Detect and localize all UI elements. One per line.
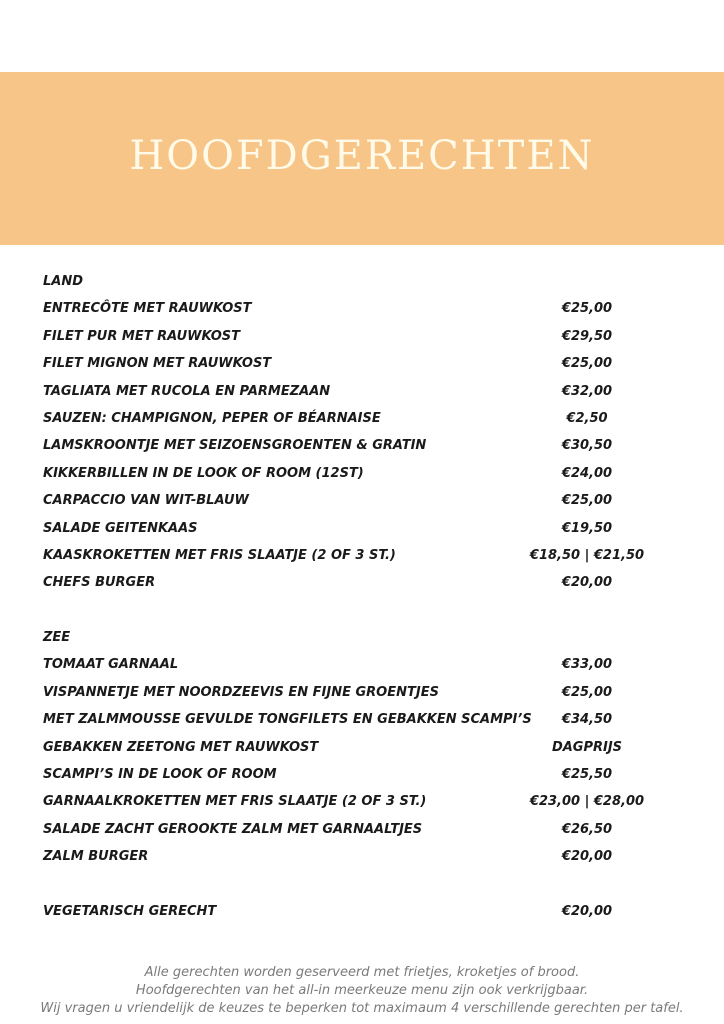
menu-item-price: €29,50 — [561, 328, 613, 344]
menu-item-name: SALADE ZACHT GEROOKTE ZALM MET GARNAALTJES — [43, 821, 423, 837]
menu-item — [43, 843, 724, 870]
menu-list — [43, 268, 724, 925]
menu-item-name: GEBAKKEN ZEETONG MET RAUWKOST — [43, 739, 319, 755]
section-spacer — [43, 871, 724, 898]
menu-item — [43, 378, 724, 405]
menu-item-name: GARNAALKROKETTEN MET FRIS SLAATJE (2 OF 3 ST.) — [43, 794, 427, 810]
footer-line: Wij vragen u vriendelijk de keuzes te beperken tot maximaum 4 verschillende gerechten per tafel. — [40, 1001, 684, 1016]
menu-item — [43, 679, 724, 706]
menu-item-name: CHEFS BURGER — [43, 575, 156, 591]
menu-item-price: €25,50 — [561, 767, 613, 783]
menu-item — [43, 761, 724, 788]
menu-item-name: SCAMPI’S IN DE LOOK OF ROOM — [43, 767, 277, 783]
section-heading-zee — [43, 624, 724, 651]
menu-item-name: VEGETARISCH GERECHT — [43, 903, 217, 919]
footer-line: Alle gerechten worden geserveerd met frietjes, kroketjes of brood. — [144, 965, 580, 980]
menu-item — [43, 651, 724, 678]
menu-item-price: €2,50 — [566, 410, 608, 426]
menu-item-name: CARPACCIO VAN WIT-BLAUW — [43, 493, 249, 509]
menu-item-name: TOMAAT GARNAAL — [43, 657, 179, 673]
menu-item-price: €20,00 — [561, 575, 613, 591]
menu-item — [43, 460, 724, 487]
section-heading-label: ZEE — [43, 630, 71, 646]
page-title: HOOFDGERECHTEN — [129, 133, 595, 179]
menu-item-name: SAUZEN: CHAMPIGNON, PEPER OF BÉARNAISE — [43, 410, 381, 426]
menu-item-price: €34,50 — [561, 712, 613, 728]
menu-item — [43, 515, 724, 542]
menu-item-name: KAASKROKETTEN MET FRIS SLAATJE (2 OF 3 ST.) — [43, 547, 396, 563]
menu-item-price: €33,00 — [561, 657, 613, 673]
menu-item — [43, 405, 724, 432]
menu-item-name: TAGLIATA MET RUCOLA EN PARMEZAAN — [43, 383, 331, 399]
menu-item-price: €32,00 — [561, 383, 613, 399]
menu-item-price: €25,00 — [561, 684, 613, 700]
menu-item — [43, 350, 724, 377]
section-spacer — [43, 597, 724, 624]
menu-item-name: SALADE GEITENKAAS — [43, 520, 198, 536]
footer-notes — [0, 964, 724, 1018]
menu-item-price: €25,00 — [561, 493, 613, 509]
menu-item-price: €25,00 — [561, 301, 613, 317]
menu-item — [43, 706, 724, 733]
section-heading-label: LAND — [43, 274, 84, 289]
menu-item-price: €26,50 — [561, 821, 613, 837]
menu-item-price: €20,00 — [561, 903, 613, 919]
land-items — [43, 295, 724, 596]
menu-item-price: DAGPRIJS — [551, 739, 623, 755]
menu-item-name: VISPANNETJE MET NOORDZEEVIS EN FIJNE GROENTJES — [43, 684, 439, 700]
menu-item-name: FILET PUR MET RAUWKOST — [43, 328, 241, 344]
menu-item-price: €19,50 — [561, 520, 613, 536]
menu-item-name: ENTRECÔTE MET RAUWKOST — [43, 301, 252, 317]
menu-item-name: KIKKERBILLEN IN DE LOOK OF ROOM (12ST) — [43, 465, 364, 481]
menu-item-vegetarian — [43, 898, 724, 925]
menu-item — [43, 788, 724, 815]
menu-item-name: FILET MIGNON MET RAUWKOST — [43, 356, 272, 372]
menu-item — [43, 569, 724, 596]
menu-item — [43, 432, 724, 459]
menu-item-name: MET ZALMMOUSSE GEVULDE TONGFILETS EN GEBAKKEN SCAMPI’S — [43, 712, 532, 728]
menu-item-name: ZALM BURGER — [43, 849, 149, 865]
menu-item-price: €30,50 — [561, 438, 613, 454]
menu-item-price: €24,00 — [561, 465, 613, 481]
menu-item — [43, 487, 724, 514]
menu-item-price: €18,50 | €21,50 — [529, 547, 645, 563]
zee-items — [43, 651, 724, 870]
menu-item-price: €20,00 — [561, 849, 613, 865]
menu-item — [43, 542, 724, 569]
menu-item — [43, 323, 724, 350]
menu-item — [43, 295, 724, 322]
menu-item — [43, 734, 724, 761]
menu-item-price: €25,00 — [561, 356, 613, 372]
footer-line: Hoofdgerechten van het all-in meerkeuze menu zijn ook verkrijgbaar. — [135, 983, 589, 998]
menu-item-price: €23,00 | €28,00 — [529, 794, 645, 810]
menu-item-name: LAMSKROONTJE MET SEIZOENSGROENTEN & GRATIN — [43, 438, 427, 454]
menu-item — [43, 816, 724, 843]
section-heading-land — [43, 268, 724, 295]
